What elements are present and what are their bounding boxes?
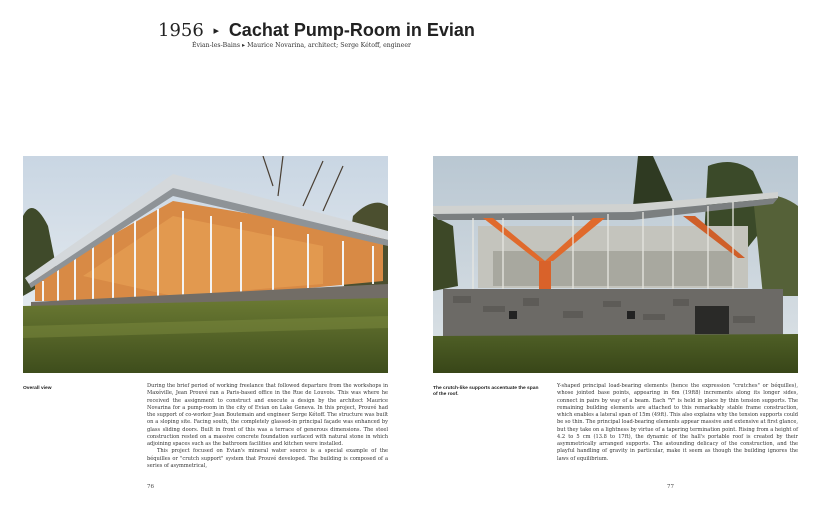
- title-arrow-icon: ▸: [213, 24, 220, 37]
- left-body-text: [147, 383, 388, 470]
- title-name: Cachat Pump-Room in Evian: [228, 20, 475, 40]
- page-number-right: 77: [667, 484, 674, 490]
- left-photo-caption: Overall view: [23, 386, 52, 391]
- crutch-supports-photo: [433, 156, 798, 373]
- page-number-left: 76: [147, 484, 154, 490]
- right-body-text: [557, 383, 798, 463]
- left-paragraph: During the brief period of working freelance that followed departure from the workshops in Maxéville, Jean Prouvé ran a Paris-based office in the Rue de Louvois. This was where he received the assignment to construct and execute a design by the architect Maurice Novarina for a pump-room in the city of Evian on Lake Geneva. In this project, Prouvé had the support of co-worker Jean Boutemain and engineer Serge Kétoff. The structure was built on a sloping site. Facing south, the completely glassed-in principal façade was enhanced by glass sliding doors. Built in front of this was a terrace of generous dimensions. The steel construction rested on a massive concrete foundation surfaced with natural stone in which adjoining spaces such as the bathroom facilities and kitchen were installed.: [147, 383, 388, 447]
- page-title: [158, 20, 475, 41]
- title-year: 1956: [158, 20, 204, 41]
- right-paragraph: Y-shaped principal load-bearing elements (hence the expression "crutches" or béquilles), whose jointed base points, appearing in 6m (19ft8) increments along its longer sides, connect in pairs by way of a beam. Each "Y" is held in place by thin tension supports. The remaining building elements are attached to this remarkably stable frame construction, which enables a lateral span of 15m (49ft). This also explains why the tension supports could be so thin. The principal load-bearing elements appear massive and extensive at first glance, but they take on a lightness by virtue of a tapering termination point. Rising from a height of 4.2 to 5 cm (13.8 to 17ft), the dynamic of the hall's portable roof is created by their asymmetrically arranged supports. The astounding delicacy of the construction, and the playful handling of gravity in particular, make it seem as though the building ignores the laws of equilibrium.: [557, 383, 798, 462]
- left-paragraph: This project focused on Evian's mineral water source is a special example of the béquilles or "crutch support" system that Prouvé developed. The building is composed of a series of asymmetrical,: [147, 448, 388, 469]
- right-photo-caption: The crutch-like supports accentuate the span of the roof.: [433, 386, 539, 397]
- page-subtitle: Évian-les-Bains ▸ Maurice Novarina, architect; Serge Kétoff, engineer: [192, 42, 411, 49]
- overall-view-photo: [23, 156, 388, 373]
